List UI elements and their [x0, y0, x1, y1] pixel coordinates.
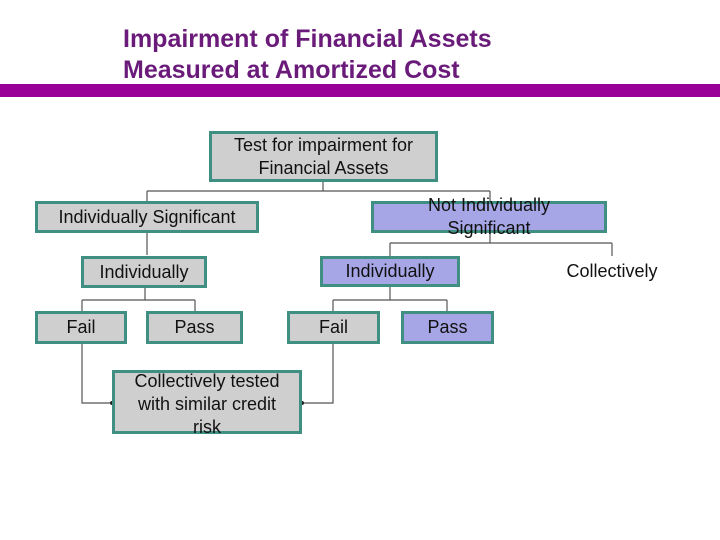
slide-title-line-2: Measured at Amortized Cost: [123, 56, 460, 84]
connector-left-fail-to-collective: [82, 343, 112, 403]
right-fail-label: Fail: [318, 317, 348, 337]
root-node-label: Test for impairment for Financial Assets: [233, 134, 414, 178]
root-node: [209, 131, 438, 182]
right-pass-node: [401, 311, 494, 344]
individually-significant-label: Individually Significant: [58, 206, 236, 227]
right-individually-label: Individually: [345, 261, 435, 281]
collectively-tested-label: Collectively tested with similar credit risk: [134, 370, 280, 437]
connector-right-fail-to-collective: [302, 343, 333, 403]
collectively-label: Collectively: [566, 261, 658, 281]
right-pass-label: Pass: [427, 317, 468, 337]
collectively-tested-node: [112, 370, 302, 437]
not-individually-significant-node: [371, 195, 607, 238]
left-fail-label: Fail: [66, 317, 96, 337]
left-individually-label: Individually: [99, 261, 189, 282]
individually-significant-node: [35, 201, 259, 233]
slide-title-line-1: Impairment of Financial Assets: [123, 25, 492, 53]
left-pass-label: Pass: [174, 317, 215, 337]
left-fail-node: [35, 311, 127, 344]
left-pass-node: [146, 311, 243, 344]
right-individually-node: [320, 256, 460, 287]
not-individually-significant-label: Not Individually Significant: [427, 195, 551, 238]
left-individually-node: [81, 256, 207, 288]
right-fail-node: [287, 311, 380, 344]
